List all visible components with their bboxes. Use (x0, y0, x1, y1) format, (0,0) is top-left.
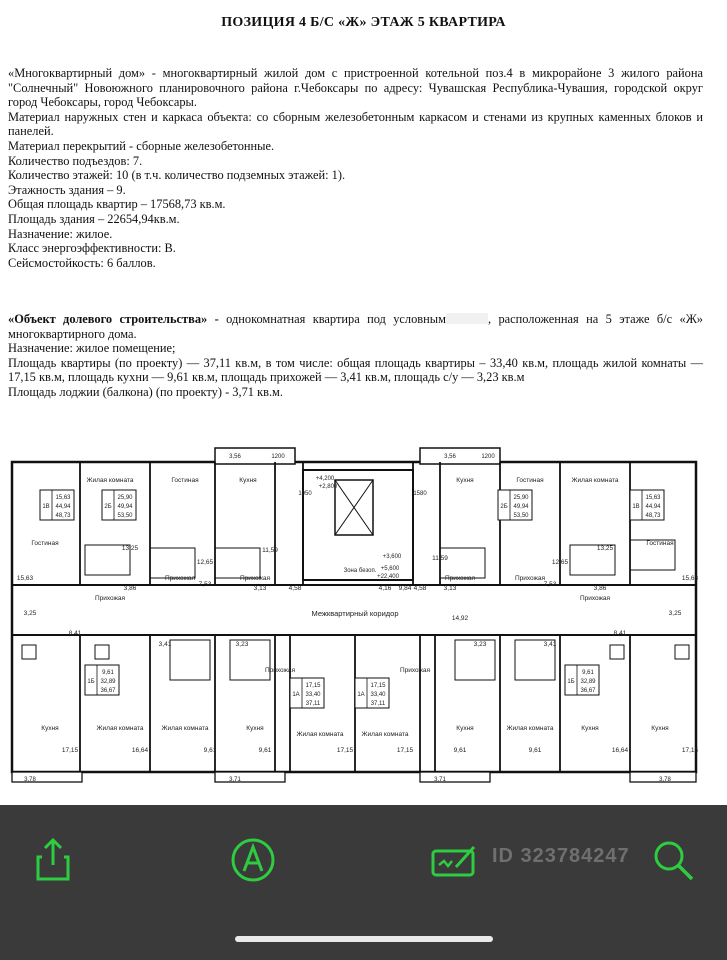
area-lower: 9,61 (453, 747, 467, 754)
area-upper: 7,53 (543, 581, 557, 588)
floor-plan (10, 440, 700, 805)
desc-line: Этажность здания – 9. (8, 182, 126, 197)
room-label-living: Жилая комната (296, 731, 344, 738)
room-label-hall: Прихожая (164, 575, 196, 582)
apt-area-total: 32,89 (580, 679, 596, 685)
object-line: Назначение: жилое помещение; (8, 341, 176, 356)
area-lower: 16,64 (131, 747, 149, 754)
area-lower: 17,15 (396, 747, 414, 754)
plan-mark: +5,600 (380, 566, 400, 572)
room-label-living: Жилая комната (96, 725, 144, 732)
room-label-guest: Гостиная (31, 540, 59, 547)
building-description (8, 66, 703, 270)
area-upper: 3,86 (593, 585, 607, 592)
signature-button[interactable] (430, 835, 480, 885)
apt-area-living: 25,90 (513, 495, 529, 501)
plan-bathroom (150, 548, 195, 578)
area-mid: 3,23 (473, 641, 487, 648)
room-label-hall: Прихожая (399, 667, 431, 674)
home-indicator[interactable] (235, 936, 493, 942)
plan-bathroom (440, 548, 485, 578)
apt-area-total: 49,94 (117, 504, 133, 510)
apt-area-living: 9,61 (102, 670, 114, 676)
room-label-guest: Гостиная (516, 477, 544, 484)
room-label-guest: Гостиная (171, 477, 199, 484)
desc-line: Материал перекрытий - сборные железобетонные. (8, 138, 275, 153)
room-label-living: Жилая комната (361, 731, 409, 738)
markup-button[interactable] (228, 835, 278, 885)
loggia-area: 3,78 (24, 777, 36, 783)
area-upper: 15,63 (16, 575, 34, 582)
plan-mark: +2,800 (318, 484, 338, 490)
plan-mark: Зона безоп. (343, 568, 377, 574)
apt-area-total: 49,94 (513, 504, 529, 510)
apt-area-full: 36,67 (100, 688, 116, 694)
area-mid: 8,41 (613, 630, 627, 637)
area-mid: 3,23 (235, 641, 249, 648)
plan-mark: +22,400 (377, 574, 399, 580)
share-icon (28, 835, 78, 885)
area-lower: 17,15 (336, 747, 354, 754)
corridor-label: Межквартирный коридор (311, 609, 399, 618)
room-label-kitchen: Кухня (651, 725, 669, 732)
desc-line: Сейсмостойкость: 6 баллов. (8, 255, 156, 270)
room-label-kitchen: Кухня (581, 725, 599, 732)
redaction-blot (446, 313, 488, 324)
object-description (8, 312, 703, 400)
apt-area-living: 25,90 (117, 495, 133, 501)
watermark-id: ID 323784247 (492, 845, 630, 867)
object-line: Площадь лоджии (балкона) (по проекту) - 3,71 кв.м. (8, 384, 283, 399)
apt-area-total: 33,40 (305, 692, 321, 698)
plan-mark: 1200 (481, 454, 495, 460)
apt-area-full: 48,73 (645, 513, 661, 519)
area-mid: 3,41 (543, 641, 557, 648)
room-label-kitchen: Кухня (239, 477, 257, 484)
apt-rooms: 1А (292, 692, 300, 698)
area-upper: 12,65 (551, 559, 569, 566)
document-title: ПОЗИЦИЯ 4 Б/С «Ж» ЭТАЖ 5 КВАРТИРА (221, 15, 506, 30)
room-label-living: Жилая комната (86, 477, 134, 484)
area-upper: 3,13 (443, 585, 457, 592)
room-label-hall: Прихожая (514, 575, 546, 582)
room-label-guest: Гостиная (646, 540, 674, 547)
apt-area-total: 44,94 (55, 504, 71, 510)
area-upper: 11,59 (262, 547, 278, 554)
plan-stove-mark (95, 645, 109, 659)
desc-line: Площадь здания – 22654,94кв.м. (8, 211, 180, 226)
plan-stove-mark (22, 645, 36, 659)
desc-line: Количество подъездов: 7. (8, 153, 143, 168)
plan-mark: +4,200 (315, 476, 335, 482)
room-label-hall: Прихожая (579, 595, 611, 602)
markup-pen-icon (228, 835, 278, 885)
search-icon (648, 835, 698, 885)
room-label-living: Жилая комната (571, 477, 619, 484)
area-mid: 4,16 (378, 585, 392, 592)
plan-mark: 1200 (271, 454, 285, 460)
plan-mark: 3,56 (444, 454, 456, 460)
area-upper: 3,13 (253, 585, 267, 592)
area-upper: 12,65 (196, 559, 214, 566)
area-upper: 4,58 (288, 585, 302, 592)
area-upper: 13,25 (596, 545, 614, 552)
apt-area-full: 53,50 (513, 513, 529, 519)
area-mid: 14,92 (451, 615, 469, 622)
desc-line: Количество этажей: 10 (в т.ч. количество подземных этажей: 1). (8, 168, 346, 183)
room-label-living: Жилая комната (506, 725, 554, 732)
object-text-a: однокомнатная квартира под условным (218, 312, 446, 326)
area-lower: 9,61 (258, 747, 272, 754)
plan-mark: 1050 (298, 491, 312, 497)
apt-area-total: 33,40 (370, 692, 386, 698)
area-mid: 3,25 (668, 610, 682, 617)
area-mid: 3,25 (23, 610, 37, 617)
area-lower: 17,15 (61, 747, 79, 754)
desc-line: Материал наружных стен и каркаса объекта: со сборным железобетонным каркасом и стенами из крупных каменных блоков и панелей. (8, 109, 703, 139)
plan-loggia-bottom (12, 772, 82, 782)
plan-bathroom (170, 640, 210, 680)
room-label-hall: Прихожая (239, 575, 271, 582)
room-label-hall: Прихожая (444, 575, 476, 582)
apt-rooms: 2Б (500, 504, 508, 510)
apt-rooms: 1Б (87, 679, 95, 685)
area-upper: 11,59 (432, 555, 448, 562)
signature-icon (430, 835, 480, 885)
apt-area-total: 32,89 (100, 679, 116, 685)
area-mid: 3,41 (158, 641, 172, 648)
area-lower: 16,64 (611, 747, 629, 754)
room-label-kitchen: Кухня (456, 477, 474, 484)
apt-area-full: 36,67 (580, 688, 596, 694)
plan-mark: +3,600 (382, 554, 402, 560)
apt-area-full: 53,50 (117, 513, 133, 519)
plan-stove-mark (610, 645, 624, 659)
object-text-b: , расположенная на 5 этаже б/с «Ж» многоквартирного дома. (8, 312, 703, 341)
object-heading: «Объект долевого строительства» - (8, 312, 219, 326)
area-lower: 9,61 (528, 747, 542, 754)
object-line: Площадь квартиры (по проекту) — 37,11 кв.м, в том числе: общая площадь квартиры – 33,40 кв.м, площадь жилой комнаты — 17,15 кв.м, площадь кухни — 9,61 кв.м, площадь прихожей — 3,41 кв.м, площадь с/у — 3,23 кв.м (8, 355, 703, 385)
object-intro (8, 312, 703, 341)
loggia-area: 3,78 (659, 777, 671, 783)
apt-rooms: 1В (632, 504, 640, 510)
area-upper: 4,58 (413, 585, 427, 592)
room-label-kitchen: Кухня (41, 725, 59, 732)
apt-area-total: 44,94 (645, 504, 661, 510)
plan-mark: 1580 (413, 491, 427, 497)
search-button[interactable] (648, 835, 698, 885)
room-label-hall: Прихожая (264, 667, 296, 674)
area-upper: 3,86 (123, 585, 137, 592)
plan-stove-mark (675, 645, 689, 659)
loggia-area: 3,71 (434, 777, 446, 783)
plan-loggia-bottom (215, 772, 285, 782)
apt-rooms: 1Б (567, 679, 575, 685)
room-label-hall: Прихожая (94, 595, 126, 602)
share-button[interactable] (28, 835, 78, 885)
room-label-kitchen: Кухня (246, 725, 264, 732)
room-label-kitchen: Кухня (456, 725, 474, 732)
area-lower: 9,61 (203, 747, 217, 754)
area-mid: 9,84 (398, 585, 412, 592)
desc-line: Общая площадь квартир – 17568,73 кв.м. (8, 197, 226, 212)
apt-area-living: 17,15 (370, 683, 386, 689)
desc-line: «Многоквартирный дом» - многоквартирный жилой дом с пристроенной котельной поз.4 в микрорайоне 3 жилого района "Солнечный" Новоюжного планировочного района г.Чебоксары по адресу: Чувашская Республика-Чувашия, городской округ город Чебоксары, город Чебоксары. (8, 66, 703, 110)
apt-area-living: 15,63 (645, 495, 661, 501)
room-label-living: Жилая комната (161, 725, 209, 732)
area-upper: 13,25 (121, 545, 139, 552)
apt-area-full: 48,73 (55, 513, 71, 519)
apt-rooms: 1В (42, 504, 50, 510)
area-upper: 15,63 (681, 575, 699, 582)
area-lower: 17,15 (681, 747, 699, 754)
apt-rooms: 1А (357, 692, 365, 698)
plan-bathroom (215, 548, 260, 578)
apt-area-full: 37,11 (370, 701, 386, 707)
area-mid: 8,41 (68, 630, 82, 637)
desc-line: Назначение: жилое. (8, 226, 113, 241)
area-upper: 7,53 (198, 581, 212, 588)
apt-rooms: 2Б (104, 504, 112, 510)
apt-area-living: 9,61 (582, 670, 594, 676)
plan-mark: 3,56 (229, 454, 241, 460)
apt-area-living: 17,15 (305, 683, 321, 689)
apt-area-living: 15,63 (55, 495, 71, 501)
desc-line: Класс энергоэффективности: В. (8, 241, 176, 256)
apt-area-full: 37,11 (305, 701, 321, 707)
loggia-area: 3,71 (229, 777, 241, 783)
plan-loggia-bottom (420, 772, 490, 782)
